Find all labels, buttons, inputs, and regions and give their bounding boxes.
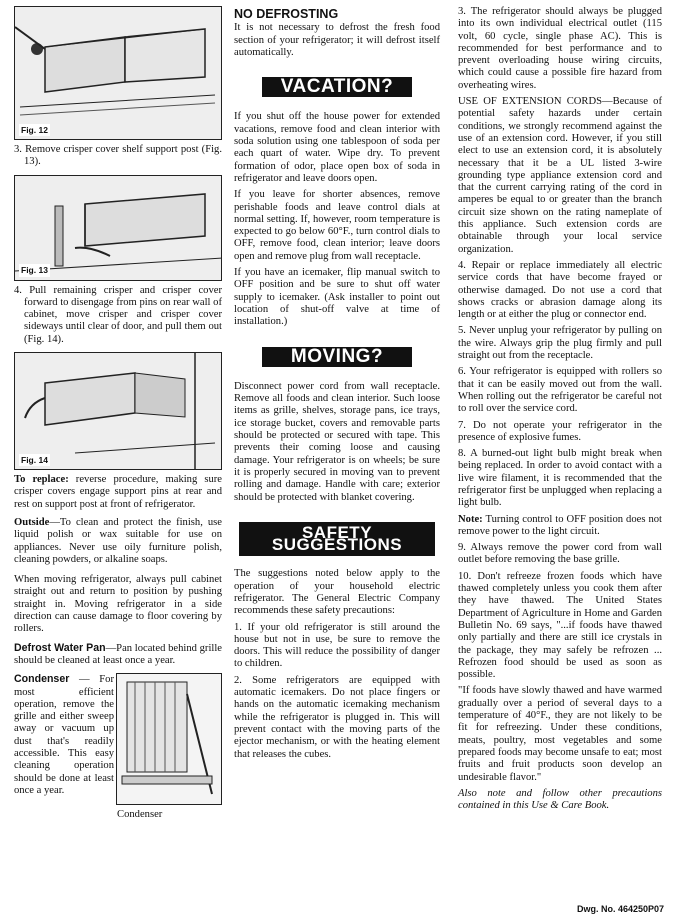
- vacation-banner: VACATION?: [262, 77, 412, 97]
- defrost-run: Defrost Water Pan: [14, 641, 106, 654]
- column-right: [458, 6, 662, 816]
- condenser-paragraph: [14, 673, 114, 797]
- fig14-label: Fig. 14: [21, 454, 48, 465]
- defrost-pan-paragraph: [14, 642, 222, 668]
- moving-refrigerator-paragraph: When moving refrigerator, always pull cabinet straight out and return to position by pushing straight in. Moving refrigerator in a side direction can cause damage to floor covering by rollers.: [14, 574, 222, 635]
- note-text: Turning control to OFF position does not remove power to the light circuit.: [458, 513, 662, 537]
- column-middle: [234, 6, 440, 765]
- replace-run: To replace:: [14, 474, 69, 486]
- safety-item-1: 1. If your old refrigerator is still around the house but not in use, be sure to remove the doors. This will reduce the possibility of danger to children.: [234, 621, 440, 670]
- note-run: Note:: [458, 513, 483, 525]
- safety-item-3: 3. The refrigerator should always be plugged into its own individual electrical outlet (115 volt, 60 cycle, single phase AC). This is recommended for best performance and to prevent overloading house wiring circuits, which could cause a possible fire hazard from overheating wires.: [458, 6, 662, 91]
- outside-paragraph: [14, 517, 222, 566]
- moving-banner: MOVING?: [262, 347, 412, 367]
- safety-item-5: 5. Never unplug your refrigerator by pulling on the wire. Always grip the plug firmly and pull straight out from the receptacle.: [458, 325, 662, 362]
- defrost-text: —Pan located behind grille should be cleaned at least once a year.: [14, 642, 222, 666]
- fig13-label: Fig. 13: [21, 265, 48, 276]
- fig12-label: Fig. 12: [21, 124, 48, 135]
- column-left: [14, 6, 222, 820]
- crisper-illustration-fig12: [15, 7, 222, 139]
- figure-14: [14, 352, 222, 470]
- safety-item-4: 4. Repair or replace immediately all electric service cords that have become frayed or otherwise damaged. Do not use a cord that shows cracks or abrasion damage along its length or at either the plug or connector end.: [458, 259, 662, 321]
- figure-12: [14, 6, 222, 140]
- crisper-removal-illustration: [15, 353, 222, 469]
- no-defrosting-text: It is not necessary to defrost the fresh food section of your refrigerator; it will defrost itself automatically.: [234, 22, 440, 58]
- safety-item-10: 10. Don't refreeze frozen foods which have thawed completely unless you cook them after they have thawed. The United States Department of Agriculture in Home and Garden Bulletin No. 69 says, "...if foods have thawed only partially and there are still ice crystals in the package, they may safely be refrozen ... Refrozen food should be used as soon as possible.: [458, 570, 662, 681]
- no-defrosting-heading: NO DEFROSTING: [234, 7, 339, 21]
- outside-text: —To clean and protect the finish, use liquid polish or wax suitable for use on appliances. Never use oily furniture polish, cleaning powders, or alkaline soaps.: [14, 516, 222, 565]
- safety-suggestions-banner: SAFETY SUGGESTIONS: [239, 522, 435, 557]
- figure-13: [14, 175, 222, 281]
- condenser-illustration: [117, 674, 221, 804]
- outside-run: Outside: [14, 516, 50, 528]
- step-4: 4. Pull remaining crisper and crisper cover forward to disengage from pins on rear wall of cabinet, move crisper and crisper cover sideways until clear of door, and pull them out (Fig. 14).: [14, 284, 222, 345]
- condenser-figure: [116, 673, 222, 820]
- safety-intro: The suggestions noted below apply to the operation of your household electric refrigerator. The General Electric Company recommends these safety precautions:: [234, 568, 440, 617]
- safety-item-6: 6. Your refrigerator is equipped with rollers so that it can be easily moved out from the wall. When rolling out the refrigerator be careful not to roll over the service cord.: [458, 366, 662, 415]
- safety-item-2: 2. Some refrigerators are equipped with automatic icemakers. Do not place fingers or hands on the automatic icemaking mechanism while the refrigerator is plugged in. This will prevent contact with the moving parts of the ejector mechanism, or with the heating element that releases the cubes.: [234, 674, 440, 760]
- extension-cords-paragraph: USE OF EXTENSION CORDS—Because of potential safety hazards under certain conditions, we strongly recommend against the use of an extension cord. However, if you still elect to use an extension cord, it is absolutely necessary that it be a UL listed 3-wire grounding type appliance extension cord and that the current carrying rating of the cord in amperes be equal to or greater than the branch circuit size shown on the rating nameplate of this appliance. Such extension cords are obtainable through your local service organization.: [458, 96, 662, 255]
- vacation-paragraph-3: If you have an icemaker, flip manual switch to OFF position and be sure to shut off water supply to icemaker. (Ask installer to point out location of shut-off valve at time of installation.): [234, 267, 440, 328]
- condenser-fig-label: Condenser: [117, 808, 163, 820]
- moving-paragraph: Disconnect power cord from wall receptacle. Remove all foods and clean interior. Such loose items as grille, shelves, storage pans, ice trays, ice storage bucket, covers and removable parts should be protected or secured with tape. This prevents their coming loose and causing damage. Your refrigerator is on wheels; be sure it is properly secured in moving van to prevent rolling and damage. Handle with care; exterior should be protected with blanket covering.: [234, 380, 440, 503]
- closing-paragraph: Also note and follow other precautions contained in this Use & Care Book.: [458, 787, 662, 812]
- note-paragraph: [458, 514, 662, 539]
- vacation-paragraph-2: If you leave for shorter absences, remove perishable foods and leave control dials at normal setting. If, however, room temperature is expected to go below 60°F., turn control dials to OFF, remove food, clean interior; leave doors open and remove plug from wall receptacle.: [234, 189, 440, 262]
- vacation-paragraph-1: If you shut off the house power for extended vacations, remove food and clean interior with soda solution using one tablespoon of soda per each quart of water. Wipe dry. To prevent formation of odor, place open box of soda in refrigerator and leave doors open.: [234, 111, 440, 184]
- drawing-number: Dwg. No. 464250P07: [576, 904, 664, 914]
- safety-item-9: 9. Always remove the power cord from wall outlet before removing the base grille.: [458, 542, 662, 566]
- condenser-run: Condenser: [14, 673, 70, 686]
- replace-text: reverse procedure, making sure crisper covers engage support pins at rear and rest on support post at front of refrigerator.: [14, 474, 222, 510]
- quote-paragraph: "If foods have slowly thawed and have warmed gradually over a period of several days to a temperature of 40°F., they are not likely to be fit for refreezing. Under these conditions, meats, poultry, most vegetables and some prepared foods may become unsafe to eat; most fruits and fruit products soon develop an undesirable flavor.": [458, 685, 662, 783]
- step-3: 3. Remove crisper cover shelf support post (Fig. 13).: [14, 144, 222, 168]
- safety-item-8: 8. A burned-out light bulb might break when being replaced. In order to avoid contact with a live wire filament, it is recommended that the refrigerator first be unplugged when replacing a light bulb.: [458, 448, 662, 509]
- replace-paragraph: [14, 474, 222, 511]
- condenser-section: [14, 673, 222, 820]
- safety-item-7: 7. Do not operate your refrigerator in the presence of explosive fumes.: [458, 419, 662, 443]
- condenser-text: — For most efficient operation, remove the grille and either sweep away or vacuum up dust that's readily accessible. This easy cleaning operation should be done at least once a year.: [14, 674, 114, 796]
